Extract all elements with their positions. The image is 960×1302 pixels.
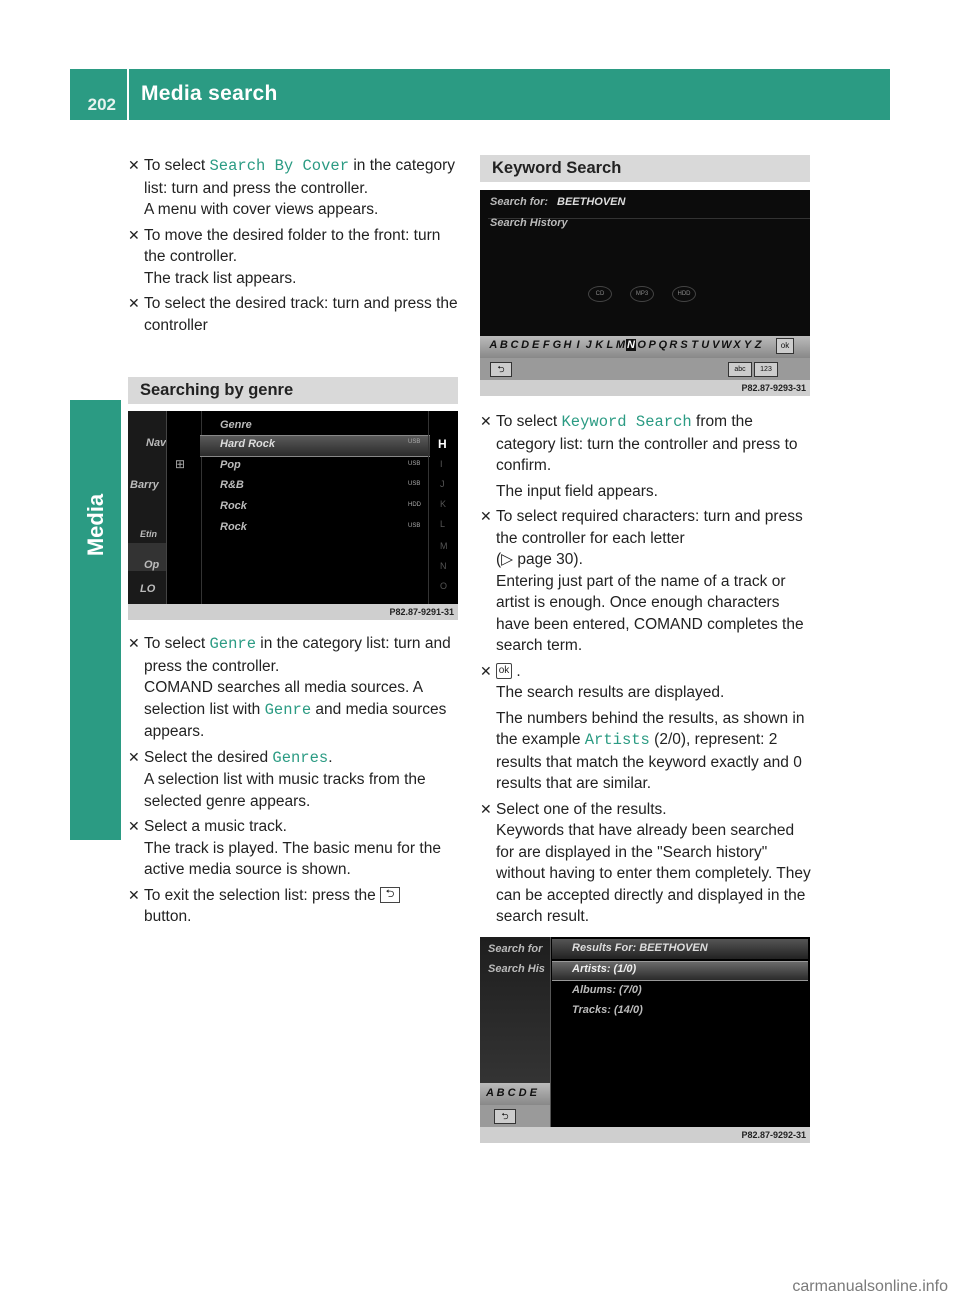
footer-url: carmanualsonline.info	[792, 1278, 948, 1295]
list-item[interactable]: R&B	[220, 479, 244, 491]
alphabet-letter[interactable]: G	[552, 339, 562, 351]
step: ✕ Select one of the results. Keywords that have already been searched for are displayed in the "Search history" without having to enter them completely. They can be accepted directly and displayed in the search result.	[480, 800, 811, 925]
left-label: Op	[144, 559, 160, 571]
alphabet-letter[interactable]: X	[733, 339, 741, 351]
search-history: Search His	[488, 963, 545, 975]
abc-button[interactable]: abc	[728, 362, 752, 377]
menu-code: Artists	[584, 731, 650, 749]
arrow-icon: ✕	[128, 157, 140, 173]
alphabet-letter[interactable]: K	[595, 339, 604, 351]
letter-index[interactable]: K	[440, 499, 447, 509]
arrow-icon: ✕	[128, 886, 140, 903]
result-item[interactable]: Artists: (1/0)	[572, 963, 637, 975]
left-label: Barry	[130, 479, 159, 491]
step: ✕ To move the desired folder to the front: turn the controller. The track list appears.	[128, 226, 441, 287]
hdd-badge: HDD	[408, 502, 421, 508]
genre-screenshot	[128, 411, 458, 604]
letter-index[interactable]: J	[440, 479, 445, 489]
media-icon: ⊞	[175, 457, 186, 471]
list-item[interactable]: Hard Rock	[220, 438, 276, 450]
letter-index[interactable]: H	[438, 437, 447, 451]
alphabet-letter[interactable]: P	[648, 339, 656, 351]
step: ✕ Select a music track. The track is played. The basic menu for the active media source is shown.	[128, 818, 441, 878]
search-for-value: BEETHOVEN	[557, 196, 626, 208]
alphabet-letter[interactable]: Y	[743, 339, 752, 351]
arrow-icon: ✕	[128, 226, 140, 243]
alphabet-letter[interactable]: S	[680, 339, 688, 351]
list-item[interactable]: Pop	[220, 459, 241, 471]
search-for-label: Search for	[488, 943, 543, 955]
alphabet-letter[interactable]: R	[669, 339, 678, 351]
step: ✕ To exit the selection list: press the ⮌ button.	[128, 885, 460, 928]
step: ✕ To select required characters: turn and press the controller for each letter (▷ page 30). Entering just part of the name of a track or artist is enough. Once enough characters have been entered, COMAND completes the search term.	[480, 508, 804, 654]
alphabet-letter[interactable]: I	[576, 339, 580, 351]
step: ✕ ok . The search results are displayed. The numbers behind the results, as shown in the example Artists (2/0), represent: 2 results that match the keyword exactly and 0 results that are similar.	[480, 662, 805, 792]
alphabet-letter[interactable]: U	[701, 339, 710, 351]
search-history[interactable]: Search History	[490, 217, 568, 229]
side-tab-label: Media	[82, 493, 108, 557]
genre-header: Genre	[220, 419, 252, 431]
alphabet-letter[interactable]: T	[691, 339, 698, 351]
alphabet-letter[interactable]: W	[721, 339, 732, 351]
ok-key-icon: ok	[496, 663, 512, 679]
back-icon[interactable]: ⮌	[490, 362, 512, 377]
step: ✕ To select the desired track: turn and press the controller	[128, 295, 458, 334]
header-divider	[127, 69, 129, 120]
list-item[interactable]: Rock	[220, 521, 247, 533]
arrow-icon: ✕	[480, 508, 492, 524]
arrow-icon: ✕	[480, 413, 492, 429]
menu-code: Genre	[209, 635, 256, 653]
alphabet-letter[interactable]: M	[615, 339, 625, 351]
alphabet-letter[interactable]: F	[542, 339, 550, 351]
section-heading-keyword: Keyword Search	[480, 155, 810, 182]
arrow-icon: ✕	[128, 818, 140, 834]
alphabet-letter[interactable]: B	[499, 339, 508, 351]
alphabet-letter[interactable]: V	[712, 339, 720, 351]
section-heading-genre: Searching by genre	[128, 377, 458, 404]
alphabet-letter[interactable]: Z	[754, 339, 762, 351]
alphabet-letter[interactable]: H	[563, 339, 572, 351]
results-screenshot	[480, 937, 810, 1127]
hdd-icon: HDD	[672, 286, 696, 302]
alphabet-partial: A B C D E	[486, 1087, 537, 1099]
letter-index[interactable]: N	[440, 561, 447, 571]
menu-code: Search By Cover	[209, 157, 350, 175]
step: ✕ To select Keyword Search from the category list: turn the controller and press to confirm. The input field appears.	[480, 413, 798, 500]
alphabet-letter[interactable]: A	[489, 339, 498, 351]
alphabet-letter[interactable]: Q	[658, 339, 668, 351]
results-title: Results For: BEETHOVEN	[572, 942, 708, 954]
alphabet-letter[interactable]: C	[510, 339, 519, 351]
alphabet-row[interactable]	[488, 339, 763, 355]
back-icon[interactable]: ⮌	[494, 1109, 516, 1124]
number-button[interactable]: 123	[754, 362, 778, 377]
list-item[interactable]: Rock	[220, 500, 247, 512]
figure-code: P82.87-9293-31	[480, 380, 810, 396]
alphabet-letter[interactable]: O	[637, 339, 646, 351]
arrow-icon: ✕	[480, 800, 492, 817]
menu-code: Genres	[272, 748, 329, 767]
back-key-icon: ⮌	[380, 887, 400, 903]
figure-code: P82.87-9292-31	[480, 1127, 810, 1143]
right-column-text	[480, 411, 814, 932]
arrow-icon: ✕	[128, 748, 140, 765]
mp3-icon: MP3	[630, 286, 654, 302]
step: ✕ To select Search By Cover in the category list: turn and press the controller. A menu with cover views appears.	[128, 157, 455, 218]
alphabet-letter-selected[interactable]: N	[627, 339, 635, 351]
arrow-icon: ✕	[480, 662, 492, 679]
alphabet-letter[interactable]: E	[532, 339, 540, 351]
left-label: Etin	[140, 529, 157, 539]
search-for-label: Search for:	[490, 196, 549, 208]
usb-badge: USB	[408, 461, 421, 467]
alphabet-letter[interactable]: D	[521, 339, 530, 351]
alphabet-letter[interactable]: L	[606, 339, 614, 351]
left-label: Nav	[146, 437, 167, 449]
left-label: LO	[140, 583, 156, 595]
ok-icon[interactable]: ok	[776, 338, 794, 354]
left-column-top	[128, 155, 460, 340]
result-item[interactable]: Tracks: (14/0)	[572, 1004, 643, 1016]
keyword-screenshot	[480, 190, 810, 380]
step: ✕ To select Genre in the category list: turn and press the controller. COMAND searches all media sources. A selection list with Genre and media sources appears.	[128, 635, 451, 740]
menu-code: Keyword Search	[561, 413, 692, 431]
page-number: 202	[87, 95, 116, 114]
left-column-bottom	[128, 633, 460, 932]
menu-code: Genre	[264, 700, 312, 719]
result-item[interactable]: Albums: (7/0)	[572, 984, 642, 996]
step: ✕ Select the desired Genres. A selection list with music tracks from the selected genre appears.	[128, 748, 426, 810]
cd-icon: CD	[588, 286, 612, 302]
letter-index[interactable]: M	[440, 541, 448, 551]
page-reference: (▷ page 30).	[496, 551, 583, 568]
arrow-icon: ✕	[128, 295, 140, 311]
letter-index[interactable]: O	[440, 581, 448, 591]
usb-badge: USB	[408, 439, 421, 445]
figure-code: P82.87-9291-31	[128, 604, 458, 620]
alphabet-letter[interactable]: J	[585, 339, 592, 351]
usb-badge: USB	[408, 481, 421, 487]
arrow-icon: ✕	[128, 635, 140, 651]
letter-index[interactable]: I	[440, 459, 443, 469]
page-title: Media search	[141, 82, 278, 105]
letter-index[interactable]: L	[440, 519, 446, 529]
usb-badge: USB	[408, 523, 421, 529]
